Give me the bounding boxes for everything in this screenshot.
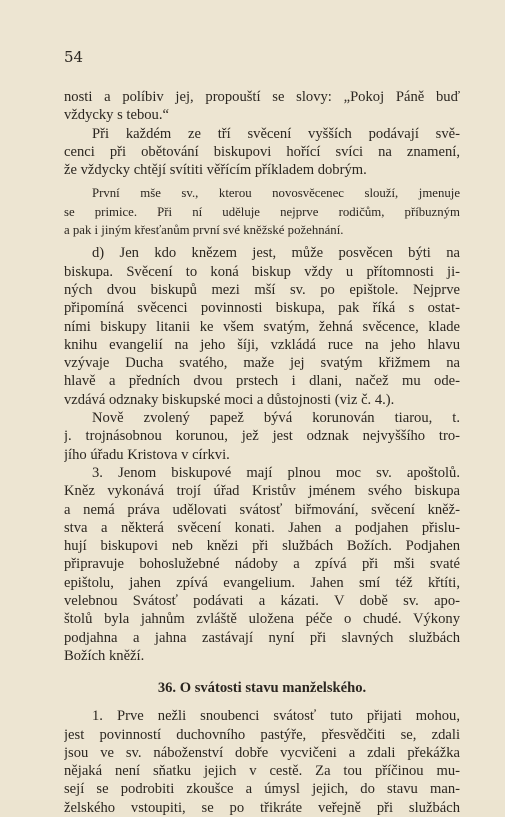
page-number: 54 bbox=[64, 48, 84, 66]
text-line: nějaká není sňatku jejich v cestě. Za tou příčinou mu- bbox=[64, 763, 460, 780]
text-line: a nemá práva udělovati svátosť biřmování, svěcení kněž- bbox=[64, 501, 460, 518]
text-line: 3. Jenom biskupové mají plnou moc sv. apoštolů. bbox=[92, 464, 460, 481]
text-line: sejí se podrobiti zkoušce a úmysl jejich, do stavu man- bbox=[64, 781, 460, 798]
paragraph bbox=[64, 244, 460, 409]
paragraph bbox=[64, 464, 460, 665]
text-line: ných dvou biskupů mezi mší sv. po epištole. Nejprve bbox=[64, 281, 460, 298]
text-line: Kněz vykonává trojí úřad Kristův jménem svého biskupa bbox=[64, 483, 460, 500]
text-line: Nově zvolený papež bývá korunován tiarou, t. bbox=[92, 410, 460, 427]
text-line: Božích kněží. bbox=[64, 647, 145, 664]
text-line: jsou ve sv. náboženství dobře vycvičeni a zdali překážka bbox=[64, 744, 460, 761]
text-line: d) Jen kdo knězem jest, může posvěcen býti na bbox=[92, 245, 460, 262]
text-line: jest povinností duchovního pastýře, přesvědčiti se, zdali bbox=[64, 726, 460, 743]
text-line: j. trojnásobnou korunou, jež jest odznak nejvyššího tro- bbox=[64, 428, 460, 445]
paragraph bbox=[64, 184, 460, 239]
text-line: stva a některá svěcení konati. Jahen a podjahen přislu- bbox=[64, 519, 460, 536]
text-line: epištolu, jahen zpívá evangelium. Jahen smí též křtíti, bbox=[64, 574, 460, 591]
text-line: knihu evangelií na jeho šíji, vzkládá ruce na jeho hlavu bbox=[64, 336, 460, 353]
text-line: První mše sv., kterou novosvěcenec slouží, jmenuje bbox=[92, 186, 460, 201]
text-line: podjahna a jahna zastávají nyní při slavných službách bbox=[64, 629, 460, 646]
text-line: připomíná svěcenci povinnosti biskupa, pak říká s ostat- bbox=[64, 300, 460, 317]
text-line: nosti a políbiv jej, propouští se slovy: „Pokoj Páně buď bbox=[64, 89, 460, 105]
body-text bbox=[64, 88, 460, 817]
text-line: vždycky s tebou.“ bbox=[64, 107, 169, 124]
text-line: vzdává odznaky biskupské moci a důstojnosti (viz č. 4.). bbox=[64, 391, 395, 408]
text-line: 1. Prve nežli snoubenci svátosť tuto přijati mohou, bbox=[92, 708, 460, 725]
text-line: štolů byla jahnům zvláště uložena péče o chudé. Výkony bbox=[64, 611, 460, 628]
text-line: vzývaje Ducha svatého, maže jej svatým křižmem na bbox=[64, 355, 460, 372]
text-line: se primice. Při ní uděluje nejprve rodičům, příbuzným bbox=[64, 204, 460, 219]
text-line: želského vstoupiti, se po třikráte veřejně při službách bbox=[64, 799, 460, 816]
text-line: velebnou Svátosť podávati a kázati. V době sv. apo- bbox=[64, 593, 460, 610]
text-line: jího úřadu Kristova v církvi. bbox=[64, 446, 230, 463]
text-line: ními biskupy litanii ke všem svatým, žehná svěcence, klade bbox=[64, 318, 460, 335]
text-line: biskupa. Svěcení to koná biskup vždy u přítomnosti ji- bbox=[64, 263, 460, 280]
text-line: hují biskupovi neb knězi při službách Božích. Podjahen bbox=[64, 538, 460, 555]
text-line: že vždycky chtějí svítiti věřícím příkladem dobrým. bbox=[64, 162, 367, 179]
text-line: cenci při obětování biskupovi hořící svíci na znamení, bbox=[64, 143, 460, 160]
text-line: Při každém ze tří svěcení vyšších podávají svě- bbox=[92, 125, 460, 142]
text-line: a pak i jiným křesťanům první své kněžské požehnání. bbox=[64, 223, 344, 238]
paragraph bbox=[64, 125, 460, 180]
paragraph bbox=[64, 88, 460, 125]
paragraph bbox=[64, 707, 460, 817]
paragraph bbox=[64, 409, 460, 464]
text-line: připravuje bohoslužebné nádoby a zpívá při mši svaté bbox=[64, 556, 460, 573]
section-heading: 36. O svátosti stavu manželského. bbox=[157, 680, 367, 697]
text-line: hlavě a předních dvou prstech i dlani, načež mu ode- bbox=[64, 373, 460, 390]
